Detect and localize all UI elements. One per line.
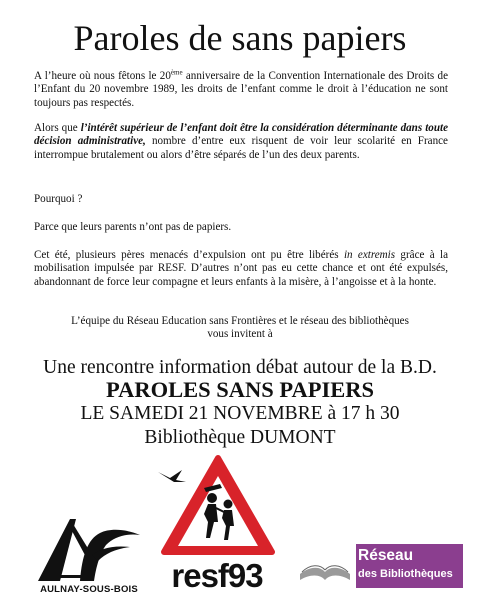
aulnay-logo: [30, 515, 148, 595]
paragraph-interest-start: Alors que: [34, 122, 81, 134]
event-location: Bibliothèque DUMONT: [144, 427, 336, 448]
paragraph-question: Pourquoi ?: [34, 193, 83, 205]
aulnay-tree-logo-icon: [30, 515, 148, 585]
paragraph-interest-emphasis: l’intérêt supérieur de l’enfant doit être la considération déterminante dans toute décision administrative,: [34, 122, 448, 148]
invitation: [20, 315, 460, 342]
invitation-line-1: L’équipe du Réseau Education sans Frontières et le réseau des bibliothèques: [71, 315, 409, 327]
invitation-line-2: vous invitent à: [207, 328, 273, 341]
event-line-1: Une rencontre information débat autour de la B.D.: [43, 357, 437, 378]
resf-logo-text: resf93: [171, 557, 263, 594]
paragraph-interest-end: nombre d’entre eux risquent de voir leur scolarité en France interrompue brutalement ou alors d’être séparés de l’un des deux parents.: [34, 135, 448, 161]
superscript-eme: ème: [170, 68, 183, 77]
paragraph-summer-start: Cet été, plusieurs pères menacés d’expulsion ont pu être libérés: [34, 249, 344, 261]
open-book-icon: [294, 544, 356, 588]
reseau-bibliotheques-line-1: Réseau: [358, 547, 414, 564]
paragraph-anniversary: [34, 70, 448, 110]
paragraph-summer-italic: in extremis: [343, 249, 396, 261]
resf-logo: [152, 452, 282, 597]
page-title: Paroles de sans papiers: [73, 18, 407, 58]
warning-sign-children-icon: [152, 452, 282, 560]
paragraph-summer: [34, 249, 448, 289]
event-title: PAROLES SANS PAPIERS: [106, 377, 374, 402]
reseau-bibliotheques-logo: [294, 544, 463, 588]
paragraph-interest: [34, 122, 448, 162]
paragraph-summer-end: grâce à la mobilisation impulsée par RESF. D’autres n’ont pas eu cette chance et ont été expulsés, abandonnant de force leur compagne et leurs enfants à la misère, à l’angoisse et à la honte.: [34, 249, 449, 288]
reseau-bibliotheques-line-2: des Bibliothèques: [358, 568, 453, 580]
paragraph-anniversary-start: A l’heure où nous fêtons le 20: [34, 70, 171, 82]
paragraph-answer: Parce que leurs parents n’ont pas de papiers.: [34, 221, 232, 233]
aulnay-logo-text: AULNAY-SOUS-BOIS: [40, 584, 138, 595]
event-date: LE SAMEDI 21 NOVEMBRE à 17 h 30: [80, 403, 400, 424]
paragraph-anniversary-end: anniversaire de la Convention Internationale des Droits de l’Enfant du 20 novembre 1989, les droits de l’enfant comme le droit à l’éducation ne sont toujours pas respectés.: [34, 70, 449, 109]
